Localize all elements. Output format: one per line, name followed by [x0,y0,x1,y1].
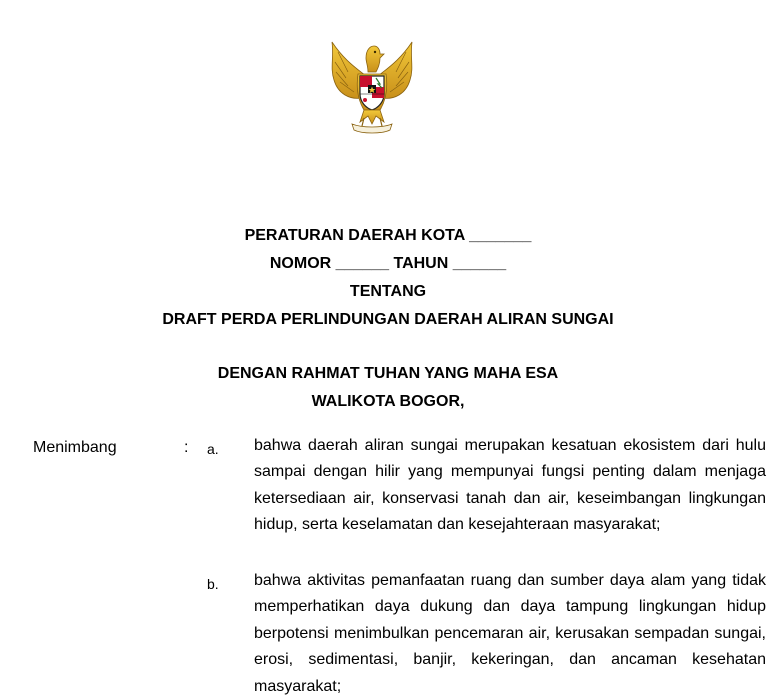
regulation-about: TENTANG [349,283,427,300]
item-b-text: bahwa aktivitas pemanfaatan ruang dan sumber daya alam yang tidak memperhatikan daya dukung dan daya tampung lingkungan hidup berpotensi menimbulkan pencemaran air, kerusakan sempadan sungai, erosi, sedimentasi, banjir, kekeringan, dan ancaman kesehatan masyarakat; [254,572,766,695]
considering-colon: : [184,439,189,456]
regulation-subject: DRAFT PERDA PERLINDUNGAN DAERAH ALIRAN SUNGAI [162,311,614,328]
item-a-text: bahwa daerah aliran sungai merupakan kesatuan ekosistem dari hulu sampai dengan hilir yang mempunyai fungsi penting dalam menjaga ketersediaan air, konservasi tanah dan air, keseimbangan lingkungan hidup, serta keselamatan dan kesejahteraan masyarakat; [254,437,766,534]
regulation-title: PERATURAN DAERAH KOTA _______ [244,227,532,244]
preamble-grace: DENGAN RAHMAT TUHAN YANG MAHA ESA [217,365,559,382]
considering-label: Menimbang [33,439,117,456]
preamble-mayor: WALIKOTA BOGOR, [311,393,465,410]
garuda-emblem-icon [326,38,418,136]
item-b-marker: b. [207,576,219,592]
item-a-marker: a. [207,441,219,457]
regulation-number: NOMOR ______ TAHUN ______ [269,255,507,272]
